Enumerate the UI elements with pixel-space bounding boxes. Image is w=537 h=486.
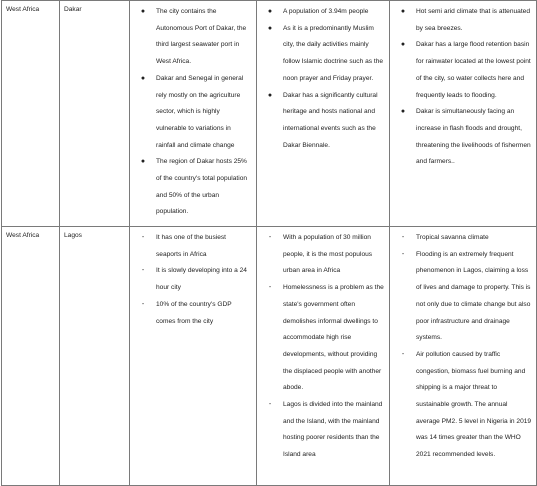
bullet-marker: ● (140, 158, 146, 166)
list-item-text: With a population of 30 million people, it is the most populous urban area in Africa (283, 234, 373, 275)
list-item (394, 37, 532, 104)
list-item (134, 297, 252, 330)
climate-list (394, 4, 532, 171)
list-item (261, 4, 385, 21)
list-item-text: Hot semi arid climate that is attenuated by sea breezes. (416, 8, 530, 32)
dash-marker: - (141, 300, 145, 308)
list-item (261, 88, 385, 155)
climate-cell (390, 1, 537, 227)
bullet-marker: ● (140, 74, 146, 82)
region-label: West Africa (6, 232, 40, 239)
list-item-text: Air pollution caused by traffic congestion, biomass fuel burning and shipping is a major threat to sustainable growth. The annual average PM2. 5 level in Nigeria in 2019 was 14 times greater than the WHO 2021 recommended levels. (416, 350, 532, 459)
list-item-text: The region of Dakar hosts 25% of the country's total population and 50% of the urban population. (156, 158, 248, 216)
dash-marker: - (141, 234, 145, 241)
dash-marker: - (401, 234, 405, 241)
list-item-text: Dakar has a significantly cultural heritage and hosts national and international events such as the Dakar Biennale. (283, 91, 378, 149)
list-item-text: The city contains the Autonomous Port of Dakar, the third largest seawater port in West Africa. (156, 8, 247, 66)
city-name: Dakar (64, 6, 82, 13)
list-item-text: It is slowly developing into a 24 hour city (156, 267, 247, 292)
climate-list (394, 230, 532, 464)
dash-marker: - (268, 284, 272, 292)
economy-cell (130, 1, 257, 227)
bullet-marker: ● (400, 41, 406, 49)
list-item (134, 71, 252, 155)
bullet-marker: ● (267, 91, 273, 99)
list-item (261, 21, 385, 88)
society-list (261, 230, 385, 464)
list-item (261, 280, 385, 397)
list-item-text: Homelessness is a problem as the state's government often demolishes informal dwellings to accommodate high rise developments, without providing the displaced people with another abode. (283, 284, 384, 392)
region-cell (2, 227, 60, 486)
dash-marker: - (268, 401, 272, 409)
bullet-marker: ● (400, 108, 406, 116)
list-item (261, 397, 385, 464)
list-item-text: As it is a predominantly Muslim city, the daily activities mainly follow Islamic doctrine such as the noon prayer and Friday prayer. (283, 24, 384, 82)
society-cell (257, 227, 390, 486)
bullet-marker: ● (140, 8, 146, 15)
table-row (2, 1, 537, 227)
climate-cell (390, 227, 537, 486)
list-item-text: Dakar is simultaneously facing an increase in flash floods and drought, threatening the livelihoods of fishermen and farmers.. (416, 108, 531, 166)
economy-cell (130, 227, 257, 486)
list-item-text: Lagos is divided into the mainland and the Island, with the mainland hosting poorer residents than the Island area (283, 401, 383, 459)
city-cell (60, 1, 130, 227)
city-cell (60, 227, 130, 486)
list-item (134, 263, 252, 296)
city-name: Lagos (64, 232, 82, 239)
list-item-text: Tropical savanna climate (416, 234, 489, 241)
society-list (261, 4, 385, 154)
list-item (394, 347, 532, 464)
dash-marker: - (401, 250, 405, 258)
list-item (134, 230, 252, 263)
list-item (134, 4, 252, 71)
city-comparison-table (1, 0, 537, 486)
economy-list (134, 230, 252, 330)
list-item (134, 154, 252, 221)
list-item (261, 230, 385, 280)
dash-marker: - (401, 350, 405, 358)
region-label: West Africa (6, 6, 40, 13)
society-cell (257, 1, 390, 227)
list-item-text: It has one of the busiest seaports in Africa (156, 234, 227, 258)
list-item-text: Flooding is an extremely frequent phenomenon in Lagos, claiming a loss of lives and damage to property. This is not only due to climate change but also poor infrastructure and drainage systems. (416, 250, 531, 342)
list-item-text: Dakar and Senegal in general rely mostly on the agriculture sector, which is highly vulnerable to variations in rainfall and climate change (156, 74, 244, 149)
economy-list (134, 4, 252, 221)
list-item (394, 4, 532, 37)
dash-marker: - (268, 234, 272, 241)
list-item-text: Dakar has a large flood retention basin for rainwater located at the lowest point of the city, so water collects here and frequently leads to flooding. (416, 41, 531, 99)
list-item (394, 247, 532, 347)
table-row (2, 227, 537, 486)
dash-marker: - (141, 267, 145, 275)
list-item-text: A population of 3.94m people (283, 8, 369, 15)
list-item (394, 230, 532, 247)
bullet-marker: ● (267, 24, 273, 32)
list-item (394, 104, 532, 171)
bullet-marker: ● (400, 8, 406, 15)
list-item-text: 10% of the country's GDP comes from the city (156, 300, 232, 325)
bullet-marker: ● (267, 8, 273, 15)
region-cell (2, 1, 60, 227)
